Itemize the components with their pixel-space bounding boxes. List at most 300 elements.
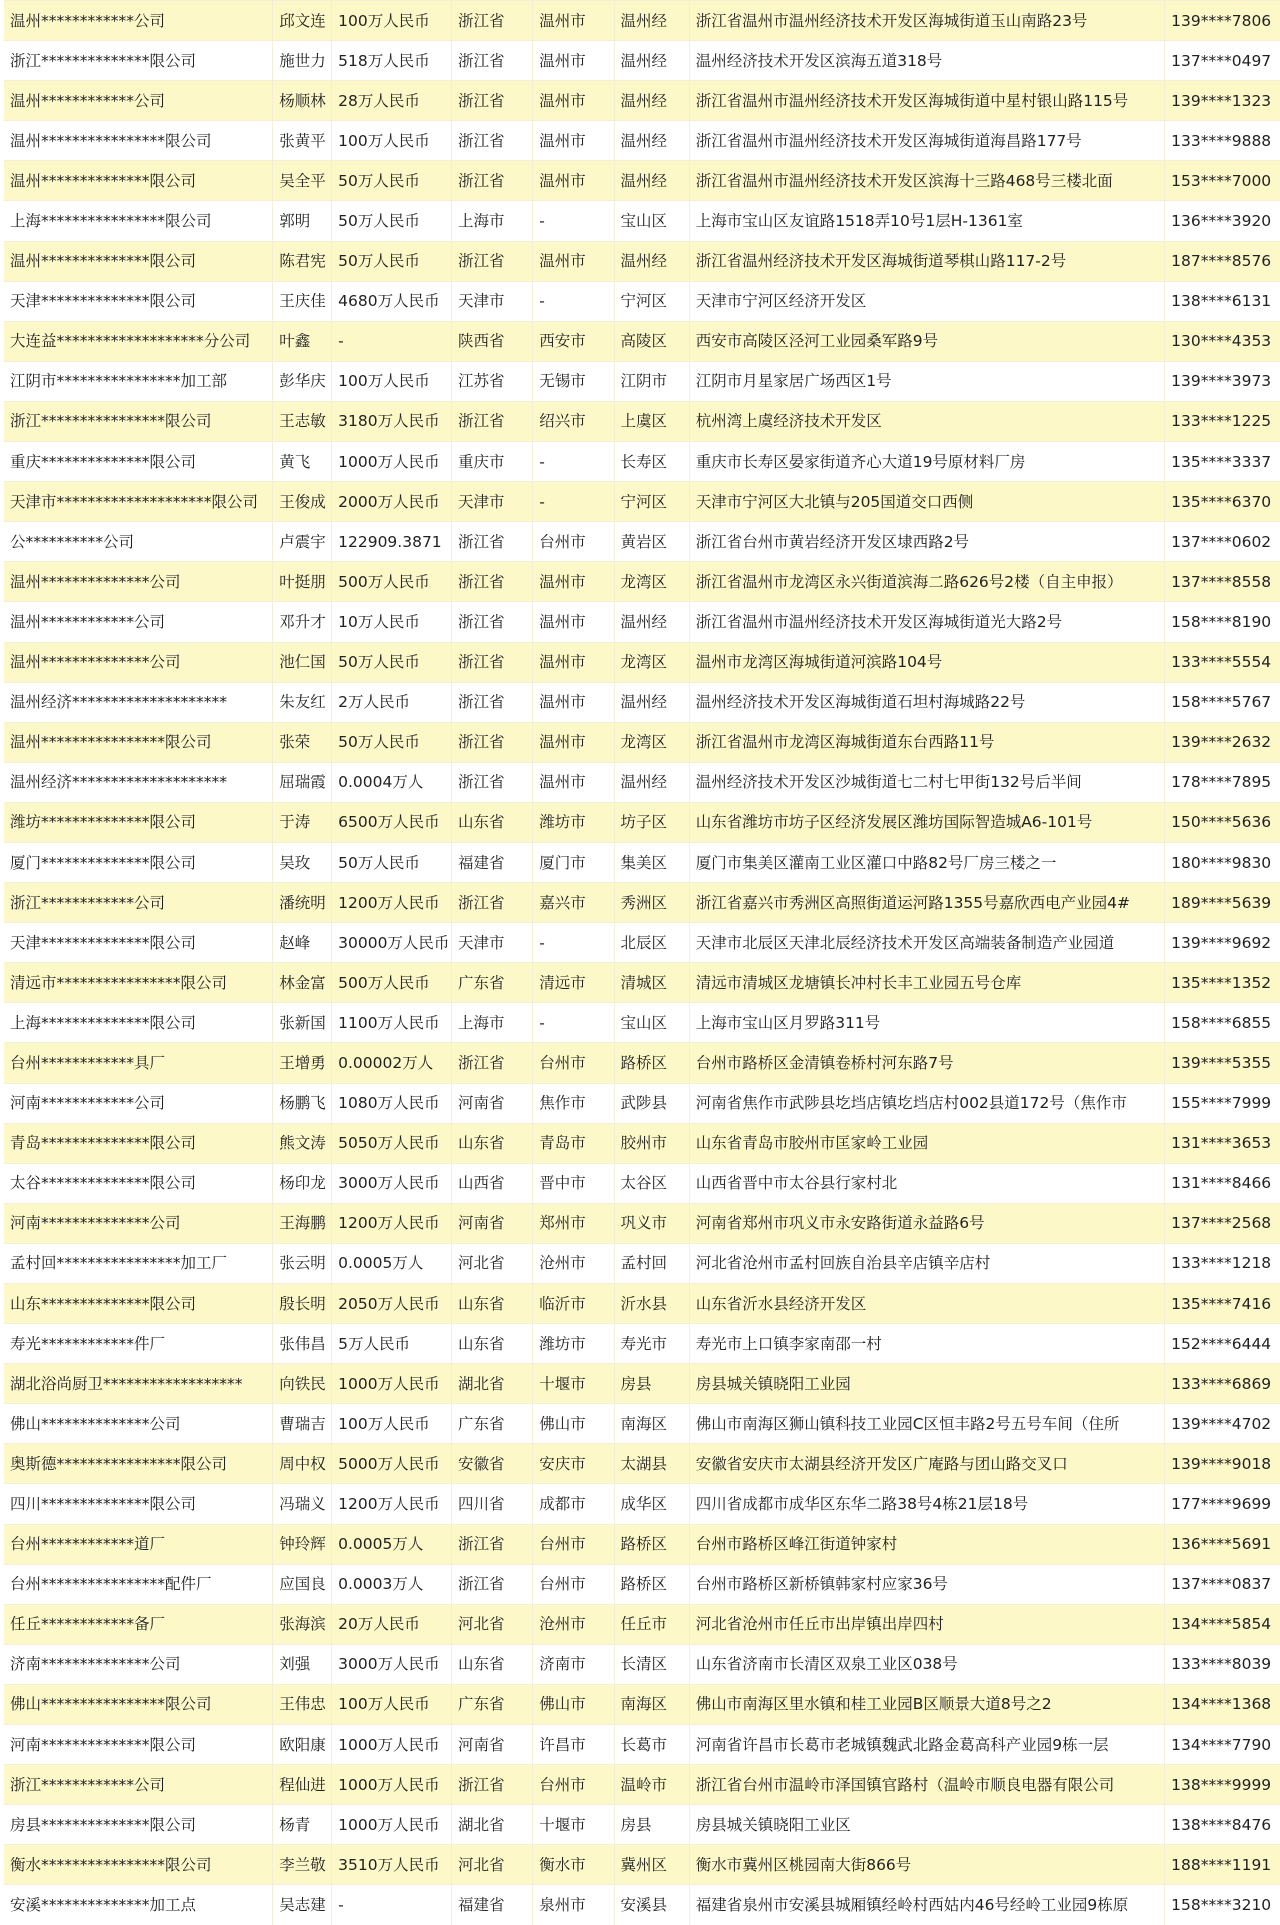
district-cell: 龙湾区 bbox=[614, 722, 689, 762]
phone-cell: 130****4353 bbox=[1164, 321, 1280, 361]
table-row[interactable] bbox=[4, 922, 1280, 962]
registered-capital-cell: 1200万人民币 bbox=[331, 882, 451, 922]
city-cell: 温州市 bbox=[532, 762, 613, 802]
address-cell: 浙江省台州市黄岩经济开发区埭西路2号 bbox=[689, 521, 1164, 561]
registered-capital-cell: 1100万人民币 bbox=[331, 1002, 451, 1042]
legal-person-cell: 向铁民 bbox=[272, 1363, 331, 1403]
table-row[interactable] bbox=[4, 1564, 1280, 1604]
city-cell: 衡水市 bbox=[532, 1844, 613, 1884]
company-name-cell: 江阴市****************加工部 bbox=[4, 361, 272, 401]
phone-cell: 158****5767 bbox=[1164, 682, 1280, 722]
address-cell: 浙江省台州市温岭市泽国镇官路村（温岭市顺良电器有限公司 bbox=[689, 1764, 1164, 1804]
city-cell: 温州市 bbox=[532, 80, 613, 120]
registered-capital-cell: 1200万人民币 bbox=[331, 1203, 451, 1243]
company-name-cell: 台州************道厂 bbox=[4, 1524, 272, 1564]
phone-cell: 188****1191 bbox=[1164, 1844, 1280, 1884]
table-row[interactable] bbox=[4, 281, 1280, 321]
table-row[interactable] bbox=[4, 1764, 1280, 1804]
phone-cell: 158****6855 bbox=[1164, 1002, 1280, 1042]
legal-person-cell: 郭明 bbox=[272, 200, 331, 240]
province-cell: 广东省 bbox=[451, 1403, 532, 1443]
table-row[interactable] bbox=[4, 1724, 1280, 1764]
district-cell: 胶州市 bbox=[614, 1123, 689, 1163]
table-row[interactable] bbox=[4, 601, 1280, 641]
table-row[interactable] bbox=[4, 1002, 1280, 1042]
legal-person-cell: 王伟忠 bbox=[272, 1684, 331, 1724]
address-cell: 台州市路桥区金清镇卷桥村河东路7号 bbox=[689, 1042, 1164, 1082]
registered-capital-cell: 2000万人民币 bbox=[331, 481, 451, 521]
phone-cell: 135****1352 bbox=[1164, 962, 1280, 1002]
address-cell: 浙江省嘉兴市秀洲区高照街道运河路1355号嘉欣西电产业园4# bbox=[689, 882, 1164, 922]
table-row[interactable] bbox=[4, 842, 1280, 882]
province-cell: 山西省 bbox=[451, 1163, 532, 1203]
registered-capital-cell: 28万人民币 bbox=[331, 80, 451, 120]
city-cell: 十堰市 bbox=[532, 1363, 613, 1403]
legal-person-cell: 于涛 bbox=[272, 802, 331, 842]
company-table bbox=[4, 0, 1280, 1925]
phone-cell: 136****3920 bbox=[1164, 200, 1280, 240]
company-name-cell: 房县**************限公司 bbox=[4, 1804, 272, 1844]
company-name-cell: 四川**************限公司 bbox=[4, 1483, 272, 1523]
province-cell: 河北省 bbox=[451, 1844, 532, 1884]
address-cell: 浙江省温州市温州经济技术开发区海城街道中星村银山路115号 bbox=[689, 80, 1164, 120]
city-cell: 台州市 bbox=[532, 1564, 613, 1604]
city-cell: 台州市 bbox=[532, 1042, 613, 1082]
phone-cell: 139****2632 bbox=[1164, 722, 1280, 762]
address-cell: 台州市路桥区新桥镇韩家村应家36号 bbox=[689, 1564, 1164, 1604]
city-cell: 清远市 bbox=[532, 962, 613, 1002]
company-name-cell: 孟村回****************加工厂 bbox=[4, 1243, 272, 1283]
company-name-cell: 安溪**************加工点 bbox=[4, 1884, 272, 1924]
table-row[interactable] bbox=[4, 1604, 1280, 1644]
registered-capital-cell: 2050万人民币 bbox=[331, 1283, 451, 1323]
city-cell: 温州市 bbox=[532, 561, 613, 601]
table-row[interactable] bbox=[4, 441, 1280, 481]
city-cell: 沧州市 bbox=[532, 1243, 613, 1283]
phone-cell: 134****7790 bbox=[1164, 1724, 1280, 1764]
company-name-cell: 温州**************公司 bbox=[4, 642, 272, 682]
legal-person-cell: 卢震宇 bbox=[272, 521, 331, 561]
city-cell: 晋中市 bbox=[532, 1163, 613, 1203]
phone-cell: 137****0602 bbox=[1164, 521, 1280, 561]
legal-person-cell: 张云明 bbox=[272, 1243, 331, 1283]
company-name-cell: 温州************公司 bbox=[4, 80, 272, 120]
address-cell: 佛山市南海区里水镇和桂工业园B区顺景大道8号之2 bbox=[689, 1684, 1164, 1724]
city-cell: 郑州市 bbox=[532, 1203, 613, 1243]
legal-person-cell: 赵峰 bbox=[272, 922, 331, 962]
district-cell: 房县 bbox=[614, 1804, 689, 1844]
province-cell: 安徽省 bbox=[451, 1443, 532, 1483]
table-row[interactable] bbox=[4, 1884, 1280, 1924]
table-row[interactable] bbox=[4, 1644, 1280, 1684]
phone-cell: 135****6370 bbox=[1164, 481, 1280, 521]
legal-person-cell: 张荣 bbox=[272, 722, 331, 762]
district-cell: 太谷区 bbox=[614, 1163, 689, 1203]
district-cell: 黄岩区 bbox=[614, 521, 689, 561]
phone-cell: 133****1218 bbox=[1164, 1243, 1280, 1283]
registered-capital-cell: 518万人民币 bbox=[331, 40, 451, 80]
legal-person-cell: 张黄平 bbox=[272, 120, 331, 160]
district-cell: 温州经 bbox=[614, 40, 689, 80]
address-cell: 浙江省温州市温州经济技术开发区海城街道玉山南路23号 bbox=[689, 0, 1164, 40]
registered-capital-cell: 0.0005万人 bbox=[331, 1243, 451, 1283]
company-name-cell: 河南**************公司 bbox=[4, 1203, 272, 1243]
district-cell: 路桥区 bbox=[614, 1564, 689, 1604]
registered-capital-cell: 30000万人民币 bbox=[331, 922, 451, 962]
phone-cell: 150****5636 bbox=[1164, 802, 1280, 842]
phone-cell: 136****5691 bbox=[1164, 1524, 1280, 1564]
table-row[interactable] bbox=[4, 1483, 1280, 1523]
district-cell: 宝山区 bbox=[614, 200, 689, 240]
table-row[interactable] bbox=[4, 561, 1280, 601]
table-body bbox=[4, 0, 1280, 1925]
city-cell: 台州市 bbox=[532, 1524, 613, 1564]
province-cell: 浙江省 bbox=[451, 80, 532, 120]
table-row[interactable] bbox=[4, 1283, 1280, 1323]
district-cell: 清城区 bbox=[614, 962, 689, 1002]
address-cell: 温州经济技术开发区海城街道石坦村海城路22号 bbox=[689, 682, 1164, 722]
table-row[interactable] bbox=[4, 200, 1280, 240]
province-cell: 上海市 bbox=[451, 200, 532, 240]
table-row[interactable] bbox=[4, 1524, 1280, 1564]
district-cell: 冀州区 bbox=[614, 1844, 689, 1884]
company-name-cell: 济南**************公司 bbox=[4, 1644, 272, 1684]
company-name-cell: 温州****************限公司 bbox=[4, 722, 272, 762]
table-row[interactable] bbox=[4, 401, 1280, 441]
table-row[interactable] bbox=[4, 1443, 1280, 1483]
city-cell: 厦门市 bbox=[532, 842, 613, 882]
legal-person-cell: 屈瑞霞 bbox=[272, 762, 331, 802]
table-row[interactable] bbox=[4, 682, 1280, 722]
district-cell: 温州经 bbox=[614, 682, 689, 722]
district-cell: 宁河区 bbox=[614, 481, 689, 521]
registered-capital-cell: 20万人民币 bbox=[331, 1604, 451, 1644]
phone-cell: 139****7806 bbox=[1164, 0, 1280, 40]
company-name-cell: 青岛**************限公司 bbox=[4, 1123, 272, 1163]
province-cell: 浙江省 bbox=[451, 1524, 532, 1564]
district-cell: 宁河区 bbox=[614, 281, 689, 321]
address-cell: 天津市宁河区经济开发区 bbox=[689, 281, 1164, 321]
district-cell: 任丘市 bbox=[614, 1604, 689, 1644]
district-cell: 上虞区 bbox=[614, 401, 689, 441]
table-row[interactable] bbox=[4, 1363, 1280, 1403]
registered-capital-cell: 5000万人民币 bbox=[331, 1443, 451, 1483]
district-cell: 长清区 bbox=[614, 1644, 689, 1684]
address-cell: 河北省沧州市孟村回族自治县辛店镇辛店村 bbox=[689, 1243, 1164, 1283]
address-cell: 福建省泉州市安溪县城厢镇经岭村西姑内46号经岭工业园9栋原 bbox=[689, 1884, 1164, 1924]
company-name-cell: 寿光************件厂 bbox=[4, 1323, 272, 1363]
city-cell: 温州市 bbox=[532, 160, 613, 200]
address-cell: 江阴市月星家居广场西区1号 bbox=[689, 361, 1164, 401]
phone-cell: 178****7895 bbox=[1164, 762, 1280, 802]
city-cell: 许昌市 bbox=[532, 1724, 613, 1764]
phone-cell: 139****1323 bbox=[1164, 80, 1280, 120]
company-name-cell: 温州**************限公司 bbox=[4, 241, 272, 281]
city-cell: 台州市 bbox=[532, 1764, 613, 1804]
city-cell: 温州市 bbox=[532, 40, 613, 80]
legal-person-cell: 陈君宪 bbox=[272, 241, 331, 281]
table-row[interactable] bbox=[4, 80, 1280, 120]
company-name-cell: 上海****************限公司 bbox=[4, 200, 272, 240]
address-cell: 河南省焦作市武陟县圪垱店镇圪垱店村002县道172号（焦作市 bbox=[689, 1083, 1164, 1123]
legal-person-cell: 施世力 bbox=[272, 40, 331, 80]
district-cell: 沂水县 bbox=[614, 1283, 689, 1323]
city-cell: 潍坊市 bbox=[532, 802, 613, 842]
city-cell: 温州市 bbox=[532, 120, 613, 160]
table-row[interactable] bbox=[4, 722, 1280, 762]
phone-cell: 155****7999 bbox=[1164, 1083, 1280, 1123]
address-cell: 浙江省温州市温州经济技术开发区海城街道光大路2号 bbox=[689, 601, 1164, 641]
province-cell: 河北省 bbox=[451, 1604, 532, 1644]
phone-cell: 153****7000 bbox=[1164, 160, 1280, 200]
phone-cell: 138****6131 bbox=[1164, 281, 1280, 321]
registered-capital-cell: 1000万人民币 bbox=[331, 1363, 451, 1403]
city-cell: - bbox=[532, 922, 613, 962]
district-cell: 高陵区 bbox=[614, 321, 689, 361]
company-name-cell: 湖北浴尚厨卫****************** bbox=[4, 1363, 272, 1403]
address-cell: 山西省晋中市太谷县行家村北 bbox=[689, 1163, 1164, 1203]
district-cell: 龙湾区 bbox=[614, 561, 689, 601]
phone-cell: 133****9888 bbox=[1164, 120, 1280, 160]
city-cell: 临沂市 bbox=[532, 1283, 613, 1323]
table-row[interactable] bbox=[4, 1203, 1280, 1243]
province-cell: 浙江省 bbox=[451, 1764, 532, 1804]
table-row[interactable] bbox=[4, 321, 1280, 361]
province-cell: 浙江省 bbox=[451, 0, 532, 40]
city-cell: 温州市 bbox=[532, 682, 613, 722]
registered-capital-cell: 1000万人民币 bbox=[331, 1804, 451, 1844]
district-cell: 南海区 bbox=[614, 1403, 689, 1443]
province-cell: 浙江省 bbox=[451, 120, 532, 160]
table-row[interactable] bbox=[4, 521, 1280, 561]
registered-capital-cell: 3000万人民币 bbox=[331, 1163, 451, 1203]
legal-person-cell: 池仁国 bbox=[272, 642, 331, 682]
address-cell: 浙江省温州市龙湾区永兴街道滨海二路626号2楼（自主申报） bbox=[689, 561, 1164, 601]
address-cell: 浙江省温州市龙湾区海城街道东台西路11号 bbox=[689, 722, 1164, 762]
address-cell: 寿光市上口镇李家南邵一村 bbox=[689, 1323, 1164, 1363]
table-row[interactable] bbox=[4, 1684, 1280, 1724]
table-row[interactable] bbox=[4, 0, 1280, 40]
company-name-cell: 公**********公司 bbox=[4, 521, 272, 561]
table-row[interactable] bbox=[4, 1083, 1280, 1123]
province-cell: 山东省 bbox=[451, 1123, 532, 1163]
legal-person-cell: 冯瑞义 bbox=[272, 1483, 331, 1523]
registered-capital-cell: 50万人民币 bbox=[331, 642, 451, 682]
registered-capital-cell: 0.00002万人 bbox=[331, 1042, 451, 1082]
phone-cell: 131****8466 bbox=[1164, 1163, 1280, 1203]
company-name-cell: 天津市********************限公司 bbox=[4, 481, 272, 521]
registered-capital-cell: - bbox=[331, 1884, 451, 1924]
district-cell: 太湖县 bbox=[614, 1443, 689, 1483]
city-cell: 台州市 bbox=[532, 521, 613, 561]
registered-capital-cell: 50万人民币 bbox=[331, 241, 451, 281]
province-cell: 浙江省 bbox=[451, 521, 532, 561]
table-row[interactable] bbox=[4, 1243, 1280, 1283]
registered-capital-cell: 500万人民币 bbox=[331, 561, 451, 601]
district-cell: 坊子区 bbox=[614, 802, 689, 842]
address-cell: 河南省郑州市巩义市永安路街道永益路6号 bbox=[689, 1203, 1164, 1243]
district-cell: 宝山区 bbox=[614, 1002, 689, 1042]
district-cell: 江阴市 bbox=[614, 361, 689, 401]
registered-capital-cell: 100万人民币 bbox=[331, 120, 451, 160]
district-cell: 温州经 bbox=[614, 80, 689, 120]
registered-capital-cell: 3180万人民币 bbox=[331, 401, 451, 441]
district-cell: 成华区 bbox=[614, 1483, 689, 1523]
phone-cell: 133****5554 bbox=[1164, 642, 1280, 682]
table-row[interactable] bbox=[4, 120, 1280, 160]
phone-cell: 177****9699 bbox=[1164, 1483, 1280, 1523]
legal-person-cell: 应国良 bbox=[272, 1564, 331, 1604]
company-name-cell: 温州************公司 bbox=[4, 601, 272, 641]
company-name-cell: 河南**************限公司 bbox=[4, 1724, 272, 1764]
district-cell: 北辰区 bbox=[614, 922, 689, 962]
company-name-cell: 天津**************限公司 bbox=[4, 281, 272, 321]
city-cell: 焦作市 bbox=[532, 1083, 613, 1123]
district-cell: 秀洲区 bbox=[614, 882, 689, 922]
company-name-cell: 温州************公司 bbox=[4, 0, 272, 40]
table-row[interactable] bbox=[4, 762, 1280, 802]
province-cell: 山东省 bbox=[451, 1283, 532, 1323]
company-name-cell: 太谷**************限公司 bbox=[4, 1163, 272, 1203]
registered-capital-cell: 2万人民币 bbox=[331, 682, 451, 722]
legal-person-cell: 王海鹏 bbox=[272, 1203, 331, 1243]
legal-person-cell: 王俊成 bbox=[272, 481, 331, 521]
province-cell: 福建省 bbox=[451, 1884, 532, 1924]
city-cell: 济南市 bbox=[532, 1644, 613, 1684]
province-cell: 广东省 bbox=[451, 1684, 532, 1724]
district-cell: 巩义市 bbox=[614, 1203, 689, 1243]
registered-capital-cell: 1080万人民币 bbox=[331, 1083, 451, 1123]
legal-person-cell: 刘强 bbox=[272, 1644, 331, 1684]
address-cell: 四川省成都市成华区东华二路38号4栋21层18号 bbox=[689, 1483, 1164, 1523]
table-row[interactable] bbox=[4, 642, 1280, 682]
district-cell: 南海区 bbox=[614, 1684, 689, 1724]
district-cell: 长寿区 bbox=[614, 441, 689, 481]
company-name-cell: 浙江**************限公司 bbox=[4, 40, 272, 80]
company-name-cell: 天津**************限公司 bbox=[4, 922, 272, 962]
district-cell: 龙湾区 bbox=[614, 642, 689, 682]
table-row[interactable] bbox=[4, 160, 1280, 200]
table-row[interactable] bbox=[4, 1163, 1280, 1203]
district-cell: 温州经 bbox=[614, 241, 689, 281]
table-row[interactable] bbox=[4, 1844, 1280, 1884]
company-name-cell: 清远市****************限公司 bbox=[4, 962, 272, 1002]
district-cell: 温州经 bbox=[614, 120, 689, 160]
province-cell: 浙江省 bbox=[451, 601, 532, 641]
company-name-cell: 浙江************公司 bbox=[4, 882, 272, 922]
province-cell: 河南省 bbox=[451, 1724, 532, 1764]
registered-capital-cell: 0.0004万人 bbox=[331, 762, 451, 802]
company-name-cell: 厦门**************限公司 bbox=[4, 842, 272, 882]
legal-person-cell: 欧阳康 bbox=[272, 1724, 331, 1764]
legal-person-cell: 杨鹏飞 bbox=[272, 1083, 331, 1123]
address-cell: 温州经济技术开发区沙城街道七二村七甲街132号后半间 bbox=[689, 762, 1164, 802]
province-cell: 浙江省 bbox=[451, 722, 532, 762]
province-cell: 浙江省 bbox=[451, 1564, 532, 1604]
registered-capital-cell: 100万人民币 bbox=[331, 1403, 451, 1443]
registered-capital-cell: 50万人民币 bbox=[331, 722, 451, 762]
table-row[interactable] bbox=[4, 481, 1280, 521]
district-cell: 集美区 bbox=[614, 842, 689, 882]
company-name-cell: 潍坊**************限公司 bbox=[4, 802, 272, 842]
phone-cell: 133****6869 bbox=[1164, 1363, 1280, 1403]
legal-person-cell: 殷长明 bbox=[272, 1283, 331, 1323]
province-cell: 河北省 bbox=[451, 1243, 532, 1283]
table-row[interactable] bbox=[4, 1123, 1280, 1163]
phone-cell: 139****9692 bbox=[1164, 922, 1280, 962]
registered-capital-cell: 10万人民币 bbox=[331, 601, 451, 641]
phone-cell: 139****4702 bbox=[1164, 1403, 1280, 1443]
phone-cell: 139****9018 bbox=[1164, 1443, 1280, 1483]
registered-capital-cell: 50万人民币 bbox=[331, 200, 451, 240]
city-cell: 沧州市 bbox=[532, 1604, 613, 1644]
city-cell: - bbox=[532, 281, 613, 321]
table-row[interactable] bbox=[4, 1323, 1280, 1363]
district-cell: 温州经 bbox=[614, 160, 689, 200]
legal-person-cell: 曹瑞吉 bbox=[272, 1403, 331, 1443]
phone-cell: 158****8190 bbox=[1164, 601, 1280, 641]
province-cell: 天津市 bbox=[451, 281, 532, 321]
company-name-cell: 台州****************配件厂 bbox=[4, 1564, 272, 1604]
province-cell: 陕西省 bbox=[451, 321, 532, 361]
table-row[interactable] bbox=[4, 962, 1280, 1002]
address-cell: 浙江省温州市温州经济技术开发区海城街道海昌路177号 bbox=[689, 120, 1164, 160]
city-cell: - bbox=[532, 1002, 613, 1042]
registered-capital-cell: 3510万人民币 bbox=[331, 1844, 451, 1884]
province-cell: 浙江省 bbox=[451, 160, 532, 200]
registered-capital-cell: 100万人民币 bbox=[331, 0, 451, 40]
province-cell: 山东省 bbox=[451, 802, 532, 842]
legal-person-cell: 熊文涛 bbox=[272, 1123, 331, 1163]
table-row[interactable] bbox=[4, 882, 1280, 922]
city-cell: 温州市 bbox=[532, 722, 613, 762]
table-row[interactable] bbox=[4, 40, 1280, 80]
phone-cell: 131****3653 bbox=[1164, 1123, 1280, 1163]
city-cell: 温州市 bbox=[532, 241, 613, 281]
legal-person-cell: 邱文连 bbox=[272, 0, 331, 40]
address-cell: 衡水市冀州区桃园南大街866号 bbox=[689, 1844, 1164, 1884]
province-cell: 河南省 bbox=[451, 1083, 532, 1123]
address-cell: 河北省沧州市任丘市出岸镇出岸四村 bbox=[689, 1604, 1164, 1644]
province-cell: 山东省 bbox=[451, 1644, 532, 1684]
table-row[interactable] bbox=[4, 802, 1280, 842]
district-cell: 孟村回 bbox=[614, 1243, 689, 1283]
table-row[interactable] bbox=[4, 361, 1280, 401]
company-name-cell: 重庆**************限公司 bbox=[4, 441, 272, 481]
district-cell: 路桥区 bbox=[614, 1524, 689, 1564]
phone-cell: 134****5854 bbox=[1164, 1604, 1280, 1644]
district-cell: 温州经 bbox=[614, 601, 689, 641]
province-cell: 天津市 bbox=[451, 922, 532, 962]
province-cell: 湖北省 bbox=[451, 1804, 532, 1844]
phone-cell: 135****7416 bbox=[1164, 1283, 1280, 1323]
table-row[interactable] bbox=[4, 1042, 1280, 1082]
registered-capital-cell: 4680万人民币 bbox=[331, 281, 451, 321]
city-cell: 成都市 bbox=[532, 1483, 613, 1523]
address-cell: 杭州湾上虞经济技术开发区 bbox=[689, 401, 1164, 441]
registered-capital-cell: 1000万人民币 bbox=[331, 441, 451, 481]
company-name-cell: 佛山****************限公司 bbox=[4, 1684, 272, 1724]
registered-capital-cell: 3000万人民币 bbox=[331, 1644, 451, 1684]
table-row[interactable] bbox=[4, 1403, 1280, 1443]
company-name-cell: 奥斯德****************限公司 bbox=[4, 1443, 272, 1483]
province-cell: 浙江省 bbox=[451, 882, 532, 922]
table-row[interactable] bbox=[4, 241, 1280, 281]
company-name-cell: 温州**************公司 bbox=[4, 561, 272, 601]
company-name-cell: 浙江****************限公司 bbox=[4, 401, 272, 441]
district-cell: 温岭市 bbox=[614, 1764, 689, 1804]
table-row[interactable] bbox=[4, 1804, 1280, 1844]
